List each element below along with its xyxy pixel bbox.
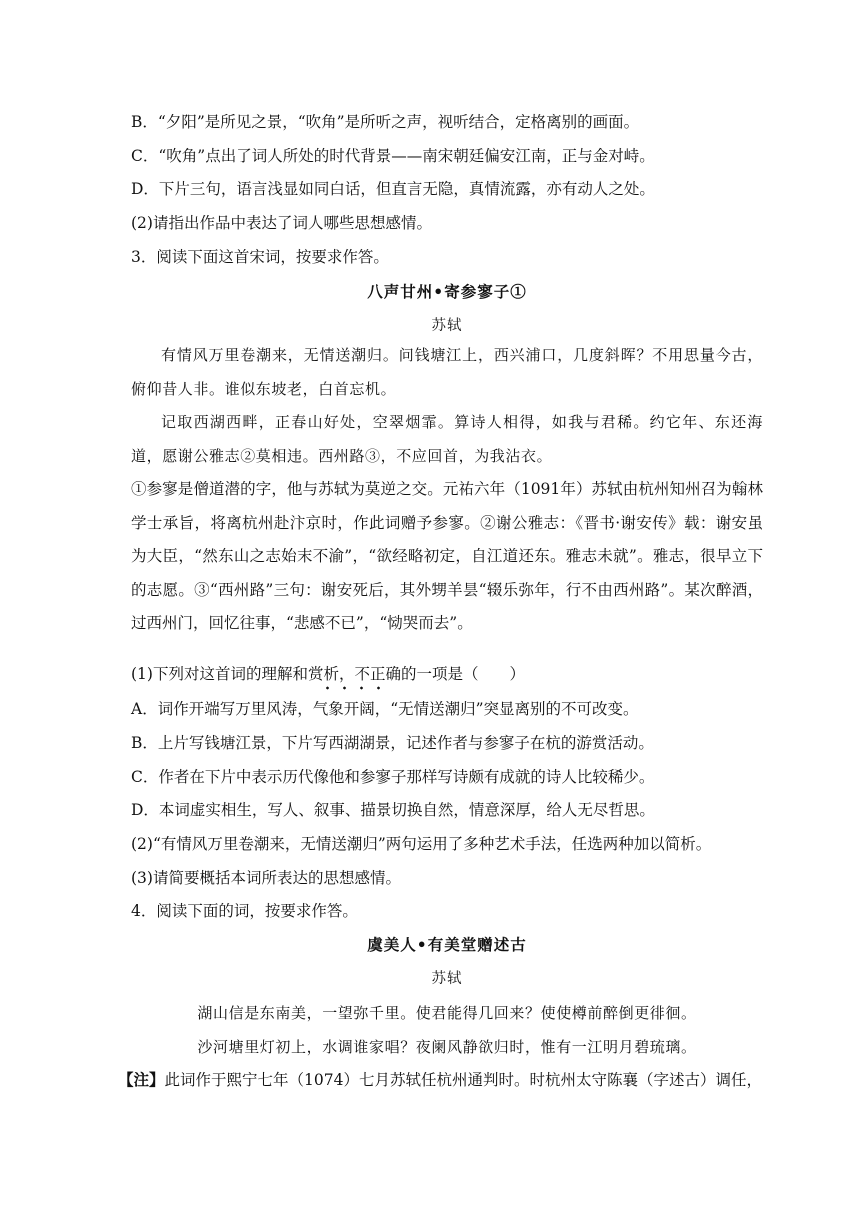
poem-2-line-2: 沙河塘里灯初上，水调谁家唱？夜阑风静欲归时，惟有一江明月碧琉璃。 — [197, 1038, 697, 1056]
sub1-emphasis: 不正确 — [354, 665, 401, 683]
q3-option-b: B．上片写钱塘江景，下片写西湖湖景，记述作者与参寥子在杭的游赏活动。 — [131, 734, 654, 752]
q3-option-d: D．本词虚实相生，写人、叙事、描景切换自然，情意深厚，给人无尽哲思。 — [131, 801, 655, 819]
emphasis-dots — [319, 686, 387, 690]
note-text: 此词作于熙宁七年（1074）七月苏轼任杭州通判时。时杭州太守陈襄（字述古）调任， — [164, 1071, 762, 1089]
question-3-sub3: (3)请简要概括本词所表达的思想感情。 — [131, 869, 401, 887]
poem-2-line-1: 湖山信是东南美，一望弥千里。使君能得几回来？使使樽前醉倒更徘徊。 — [197, 1004, 697, 1022]
note-label: 【注】 — [118, 1070, 165, 1089]
question-2-sub2: (2)请指出作品中表达了词人哪些思想感情。 — [131, 214, 432, 232]
sub1-prefix: (1)下列对这首词的理解和赏析， — [131, 665, 355, 683]
poem-2-title: 虞美人•有美堂赠述古 — [367, 935, 527, 954]
option-d: D．下片三句，语言浅显如同白话，但直言无隐，真情流露，亦有动人之处。 — [131, 180, 655, 198]
poem-stanza-2: 记取西湖西畔，正春山好处，空翠烟霏。算诗人相得，如我与君稀。约它年、东还海道，愿谢公雅志②莫相违。西州路③，不应回首，为我沾衣。 — [131, 413, 763, 465]
poem-title: 八声甘州•寄参寥子① — [367, 282, 527, 301]
question-3-sub2: (2)“有情风万里卷潮来，无情送潮归”两句运用了多种艺术手法，任选两种加以简析。 — [131, 835, 712, 853]
poem-author: 苏轼 — [431, 318, 463, 334]
sub1-suffix: 的一项是（ ） — [400, 665, 525, 683]
q3-option-a: A．词作开端写万里风涛，气象开阔，“无情送潮归”突显离别的不可改变。 — [131, 700, 639, 718]
question-4-intro: 4．阅读下面的词，按要求作答。 — [131, 902, 358, 920]
question-3-intro: 3．阅读下面这首宋词，按要求作答。 — [131, 248, 389, 266]
poem-notes: ①参寥是僧道潜的字，他与苏轼为莫逆之交。元祐六年（1091年）苏轼由杭州知州召为翰林学士承旨，将离杭州赴汴京时，作此词赠予参寥。②谢公雅志：《晋书·谢安传》载：谢安虽为大臣，“然东山之志始末不渝”，“欲经略初定，自江道还东。雅志未就”。雅志，很早立下的志愿。③“西州路”三句：谢安死后，其外甥羊昙“辍乐弥年，行不由西州路”。某次醉酒，过西州门，回忆往事，“悲感不已”，“恸哭而去”。 — [131, 480, 763, 632]
poem-stanza-1: 有情风万里卷潮来，无情送潮归。问钱塘江上，西兴浦口，几度斜晖？不用思量今古，俯仰昔人非。谁似东坡老，白首忘机。 — [131, 346, 763, 398]
q3-option-c: C．作者在下片中表示历代像他和参寥子那样写诗颇有成就的诗人比较稀少。 — [131, 768, 655, 786]
poem-2-note — [118, 1070, 763, 1090]
question-3-sub1 — [131, 664, 763, 684]
option-c: C．“吹角”点出了词人所处的时代背景——南宋朝廷偏安江南，正与金对峙。 — [131, 147, 655, 165]
poem-2-author: 苏轼 — [431, 971, 463, 987]
option-b: B．“夕阳”是所见之景，“吹角”是所听之声，视听结合，定格离别的画面。 — [131, 113, 640, 131]
